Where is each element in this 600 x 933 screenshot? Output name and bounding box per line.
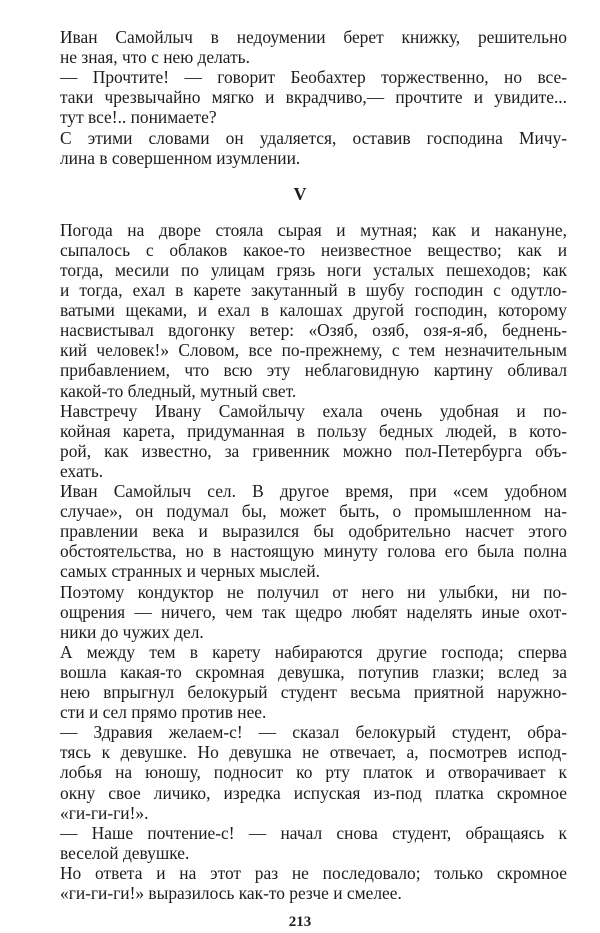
text-line: тут все!.. понимаете?	[60, 107, 217, 127]
text-line: койная карета, придуманная в пользу бедных людей, в кото-	[60, 421, 567, 441]
text-line: правлении века и выразился бы одобрительно насчет этого	[60, 521, 567, 541]
text-line: «ги-ги-ги!».	[60, 803, 149, 823]
text-line: вошла какая-то скромная девушка, потупив глазки; вслед за	[60, 662, 567, 682]
text-line: ощрения — ничего, чем так щедро любят наделять иные охот-	[60, 602, 567, 622]
text-line: какой-то бледный, мутный свет.	[60, 381, 297, 401]
text-line: сти и сел прямо против нее.	[60, 702, 267, 722]
text-line: веселой девушке.	[60, 843, 190, 863]
text-line: Погода на дворе стояла сырая и мутная; как и накануне,	[60, 220, 567, 240]
chapter-heading: V	[293, 184, 307, 204]
text-line: ники до чужих дел.	[60, 622, 204, 642]
text-line: таки чрезвычайно мягко и вкрадчиво,— прочтите и увидите...	[60, 87, 567, 107]
text-line: сыпалось с облаков какое-то неизвестное вещество; как и	[60, 240, 567, 260]
text-line: А между тем в карету набираются другие господа; сперва	[60, 642, 567, 662]
text-line: не зная, что с нею делать.	[60, 47, 250, 67]
text-line: прибавлением, что всю эту неблаговидную картину обливал	[60, 360, 567, 380]
text-line: — Прочтите! — говорит Беобахтер торжественно, но все-	[60, 67, 567, 87]
text-line: лина в совершенном изумлении.	[60, 148, 301, 168]
text-line: Иван Самойлыч сел. В другое время, при «сем удобном	[60, 481, 567, 501]
text-line: лобья на юношу, подносит ко рту платок и отворачивает к	[60, 762, 567, 782]
text-line: кий человек!» Словом, все по-прежнему, с тем незначительным	[60, 340, 567, 360]
text-line: С этими словами он удаляется, оставив господина Мичу-	[60, 128, 567, 148]
text-line: Но ответа и на этот раз не последовало; только скромное	[60, 863, 567, 883]
text-line: Иван Самойлыч в недоумении берет книжку, решительно	[60, 27, 567, 47]
text-line: — Здравия желаем-с! — сказал белокурый студент, обра-	[60, 722, 567, 742]
text-line: ехать.	[60, 461, 104, 481]
text-line: насвистывал вдогонку ветер: «Озяб, озяб, озя-я-яб, беднень-	[60, 320, 567, 340]
text-line: Навстречу Ивану Самойлычу ехала очень удобная и по-	[60, 401, 567, 421]
text-line: ватыми щеками, и ехал в калошах другой господин, которому	[60, 300, 567, 320]
text-line: «ги-ги-ги!» выразилось как-то резче и смелее.	[60, 883, 402, 903]
text-line: окну свое личико, изредка испуская из-под платка скромное	[60, 783, 567, 803]
text-line: тогда, месили по улицам грязь ноги усталых пешеходов; как	[60, 260, 567, 280]
page-number: 213	[288, 914, 312, 930]
text-line: тясь к девушке. Но девушка не отвечает, а, посмотрев испод-	[60, 742, 567, 762]
text-line: нею впрыгнул белокурый студент весьма приятной наружно-	[60, 682, 567, 702]
text-line: случае», он подумал бы, может быть, о промышленном на-	[60, 501, 567, 521]
text-line: и тогда, ехал в карете закутанный в шубу господин с одутло-	[60, 280, 567, 300]
text-line: рой, как известно, за гривенник можно пол-Петербурга объ-	[60, 441, 567, 461]
text-line: обстоятельства, но в настоящую минуту голова его была полна	[60, 541, 567, 561]
text-line: самых странных и черных мыслей.	[60, 561, 320, 581]
text-line: Поэтому кондуктор не получил от него ни улыбки, ни по-	[60, 582, 567, 602]
text-line: — Наше почтение-с! — начал снова студент, обращаясь к	[60, 823, 567, 843]
